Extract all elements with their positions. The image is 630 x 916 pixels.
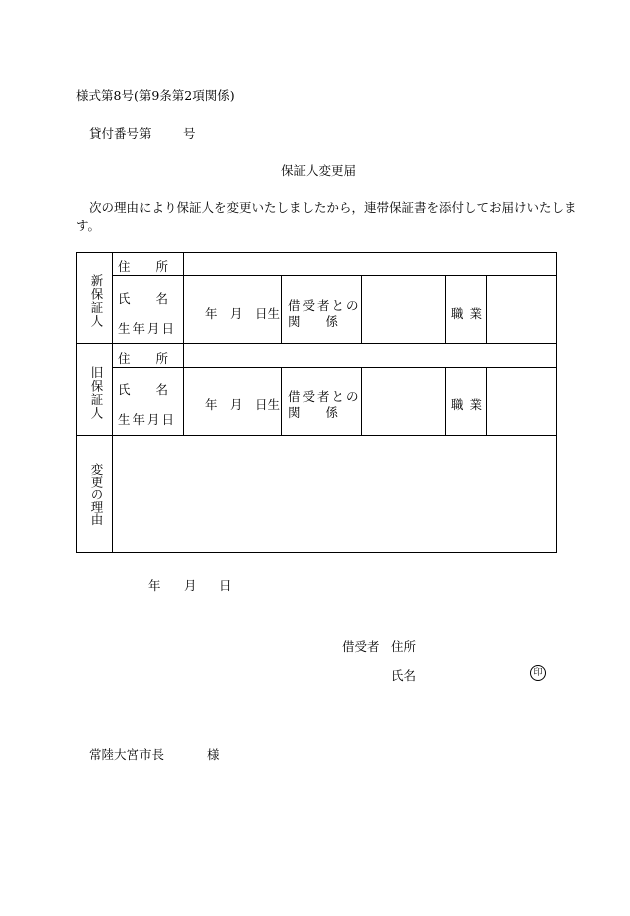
borrower-address-label: 住所: [391, 639, 417, 654]
old-name-label: 氏 名: [118, 382, 169, 397]
borrower-name-field[interactable]: [420, 664, 520, 680]
row-divider: [112, 367, 557, 368]
row-divider: [77, 435, 557, 436]
old-occupation-field[interactable]: [488, 369, 555, 433]
reason-label: 変更の理由: [89, 463, 104, 526]
new-occupation-label: 職業: [451, 306, 489, 321]
column-divider: [281, 367, 282, 435]
old-relation-label-2: 関 係: [288, 405, 339, 420]
date-month-label: 月: [184, 578, 197, 593]
recipient-name: 常陸大宮市長: [89, 747, 165, 762]
new-relation-field[interactable]: [363, 277, 443, 341]
new-guarantor-label: 新保証人: [89, 274, 104, 328]
old-birthdate-fields[interactable]: 年 月 日生: [205, 397, 281, 412]
date-day-label: 日: [219, 578, 232, 593]
column-divider: [445, 367, 446, 435]
borrower-label: 借受者: [342, 639, 380, 654]
borrower-address-field[interactable]: [420, 635, 550, 651]
statement-line-1: 次の理由により保証人を変更いたしましたから，連帯保証書を添付してお届けいたしま: [89, 200, 577, 215]
old-relation-field[interactable]: [363, 369, 443, 433]
new-birthdate-fields[interactable]: 年 月 日生: [205, 306, 281, 321]
borrower-name-label: 氏名: [391, 668, 417, 683]
reason-field[interactable]: [114, 437, 555, 551]
loan-number-label: 貸付番号第: [89, 126, 152, 141]
date-year-label: 年: [148, 578, 161, 593]
column-divider: [183, 253, 184, 435]
old-occupation-label: 職業: [451, 397, 489, 412]
loan-number-suffix: 号: [183, 126, 196, 141]
column-divider: [361, 275, 362, 343]
recipient-honorific: 様: [207, 747, 220, 762]
old-birth-label: 生年月日: [118, 412, 177, 427]
old-address-field[interactable]: [185, 346, 555, 365]
column-divider: [361, 367, 362, 435]
old-relation-label-1: 借受者との: [288, 389, 361, 404]
old-address-label: 住 所: [118, 351, 169, 366]
row-divider: [112, 275, 557, 276]
new-birth-label: 生年月日: [118, 321, 177, 336]
document-title: 保証人変更届: [281, 163, 357, 178]
new-address-field[interactable]: [185, 255, 555, 274]
guarantor-change-table: [76, 252, 557, 553]
new-name-label: 氏 名: [118, 291, 169, 306]
column-divider: [445, 275, 446, 343]
form-number: 様式第8号(第9条第2項関係): [76, 88, 235, 103]
column-divider: [112, 253, 113, 553]
row-divider: [77, 343, 557, 344]
column-divider: [281, 275, 282, 343]
loan-number-field[interactable]: [150, 124, 180, 140]
new-relation-label-1: 借受者との: [288, 298, 361, 313]
new-relation-label-2: 関 係: [288, 314, 339, 329]
old-guarantor-label: 旧保証人: [89, 366, 104, 420]
new-address-label: 住 所: [118, 259, 169, 274]
new-occupation-field[interactable]: [488, 277, 555, 341]
seal-icon: 印: [530, 665, 546, 681]
statement-line-2: す。: [76, 218, 101, 233]
